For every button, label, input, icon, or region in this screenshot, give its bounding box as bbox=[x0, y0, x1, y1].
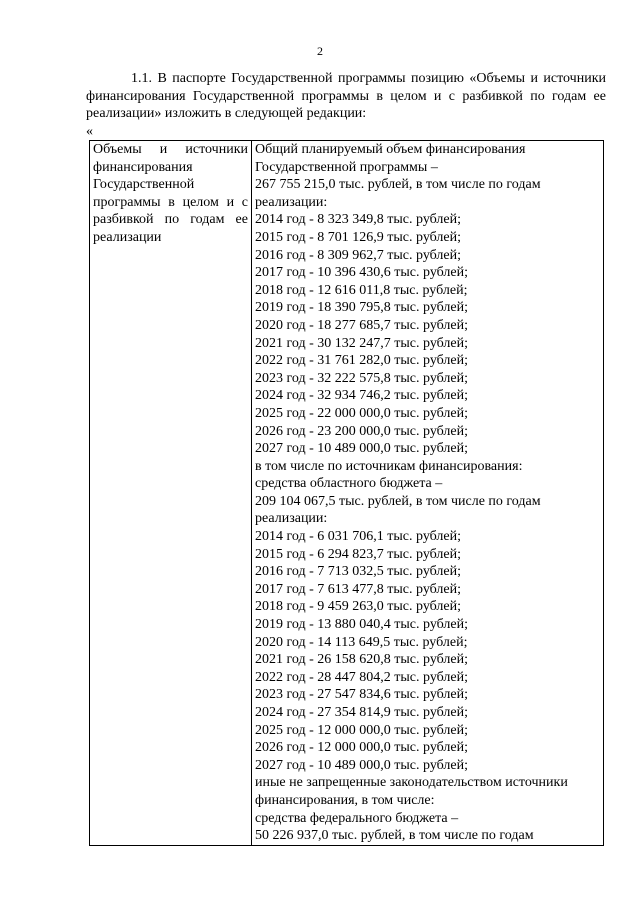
financing-line: 2027 год - 10 489 000,0 тыс. рублей; bbox=[255, 441, 469, 457]
intro-block bbox=[86, 70, 606, 140]
financing-line: 2014 год - 6 031 706,1 тыс. рублей; bbox=[255, 529, 462, 545]
financing-line: 2015 год - 6 294 823,7 тыс. рублей; bbox=[255, 546, 462, 562]
financing-line: 2019 год - 18 390 795,8 тыс. рублей; bbox=[255, 300, 469, 316]
passport-table bbox=[89, 140, 604, 846]
financing-line: финансирования, в том числе: bbox=[255, 792, 435, 808]
financing-lines bbox=[255, 141, 600, 845]
financing-line: 2018 год - 12 616 011,8 тыс. рублей; bbox=[255, 282, 468, 298]
financing-line: 2019 год - 13 880 040,4 тыс. рублей; bbox=[255, 617, 469, 633]
position-label: Объемы и источники финансирования Государственной программы в целом и с разбивкой по годам ее реализации bbox=[93, 142, 248, 245]
financing-line: 2017 год - 10 396 430,6 тыс. рублей; bbox=[255, 265, 469, 281]
financing-line: 2015 год - 8 701 126,9 тыс. рублей; bbox=[255, 229, 462, 245]
financing-line: 2016 год - 7 713 032,5 тыс. рублей; bbox=[255, 564, 462, 580]
opening-quote-mark: « bbox=[86, 123, 93, 139]
financing-line: Государственной программы – bbox=[255, 159, 438, 175]
passport-row bbox=[90, 141, 604, 846]
financing-line: 2021 год - 30 132 247,7 тыс. рублей; bbox=[255, 335, 469, 351]
financing-line: 2024 год - 32 934 746,2 тыс. рублей; bbox=[255, 388, 469, 404]
financing-line: 2018 год - 9 459 263,0 тыс. рублей; bbox=[255, 599, 462, 615]
financing-line: 2014 год - 8 323 349,8 тыс. рублей; bbox=[255, 212, 462, 228]
financing-line: 2024 год - 27 354 814,9 тыс. рублей; bbox=[255, 705, 469, 720]
financing-line: иные не запрещенные законодательством источники bbox=[255, 775, 568, 791]
financing-line: Общий планируемый объем финансирования bbox=[255, 142, 526, 157]
financing-line: 2026 год - 23 200 000,0 тыс. рублей; bbox=[255, 423, 469, 439]
financing-line: в том числе по источникам финансирования: bbox=[255, 458, 523, 474]
financing-line: 2027 год - 10 489 000,0 тыс. рублей; bbox=[255, 757, 469, 773]
financing-line: 267 755 215,0 тыс. рублей, в том числе по годам bbox=[255, 177, 541, 193]
financing-line: 2017 год - 7 613 477,8 тыс. рублей; bbox=[255, 581, 462, 597]
financing-line: 2022 год - 31 761 282,0 тыс. рублей; bbox=[255, 353, 469, 369]
financing-line: 2020 год - 18 277 685,7 тыс. рублей; bbox=[255, 317, 469, 333]
intro-paragraph: 1.1. В паспорте Государственной программы позицию «Объемы и источники финансирования Государственной программы в целом и с разбивкой по годам ее реализации» изложить в следующей редакции: bbox=[86, 71, 606, 121]
financing-line: 2023 год - 27 547 834,6 тыс. рублей; bbox=[255, 687, 469, 703]
financing-line: реализации: bbox=[255, 194, 328, 210]
financing-line: 209 104 067,5 тыс. рублей, в том числе по годам bbox=[255, 493, 541, 509]
financing-line: 2026 год - 12 000 000,0 тыс. рублей; bbox=[255, 740, 469, 756]
financing-line: средства областного бюджета – bbox=[255, 476, 443, 492]
financing-line: 2020 год - 14 113 649,5 тыс. рублей; bbox=[255, 634, 468, 650]
position-label-cell bbox=[90, 141, 252, 846]
financing-line: 2021 год - 26 158 620,8 тыс. рублей; bbox=[255, 652, 469, 668]
financing-line: средства федерального бюджета – bbox=[255, 810, 459, 826]
financing-line: 2023 год - 32 222 575,8 тыс. рублей; bbox=[255, 370, 469, 386]
position-content-cell bbox=[252, 141, 604, 846]
financing-line: 2022 год - 28 447 804,2 тыс. рублей; bbox=[255, 669, 469, 685]
financing-line: 2025 год - 12 000 000,0 тыс. рублей; bbox=[255, 722, 469, 738]
page-number: 2 bbox=[317, 44, 323, 58]
financing-line: 50 226 937,0 тыс. рублей, в том числе по годам bbox=[255, 828, 534, 844]
financing-line: 2016 год - 8 309 962,7 тыс. рублей; bbox=[255, 247, 462, 263]
financing-line: 2025 год - 22 000 000,0 тыс. рублей; bbox=[255, 405, 469, 421]
financing-line: реализации: bbox=[255, 511, 328, 527]
